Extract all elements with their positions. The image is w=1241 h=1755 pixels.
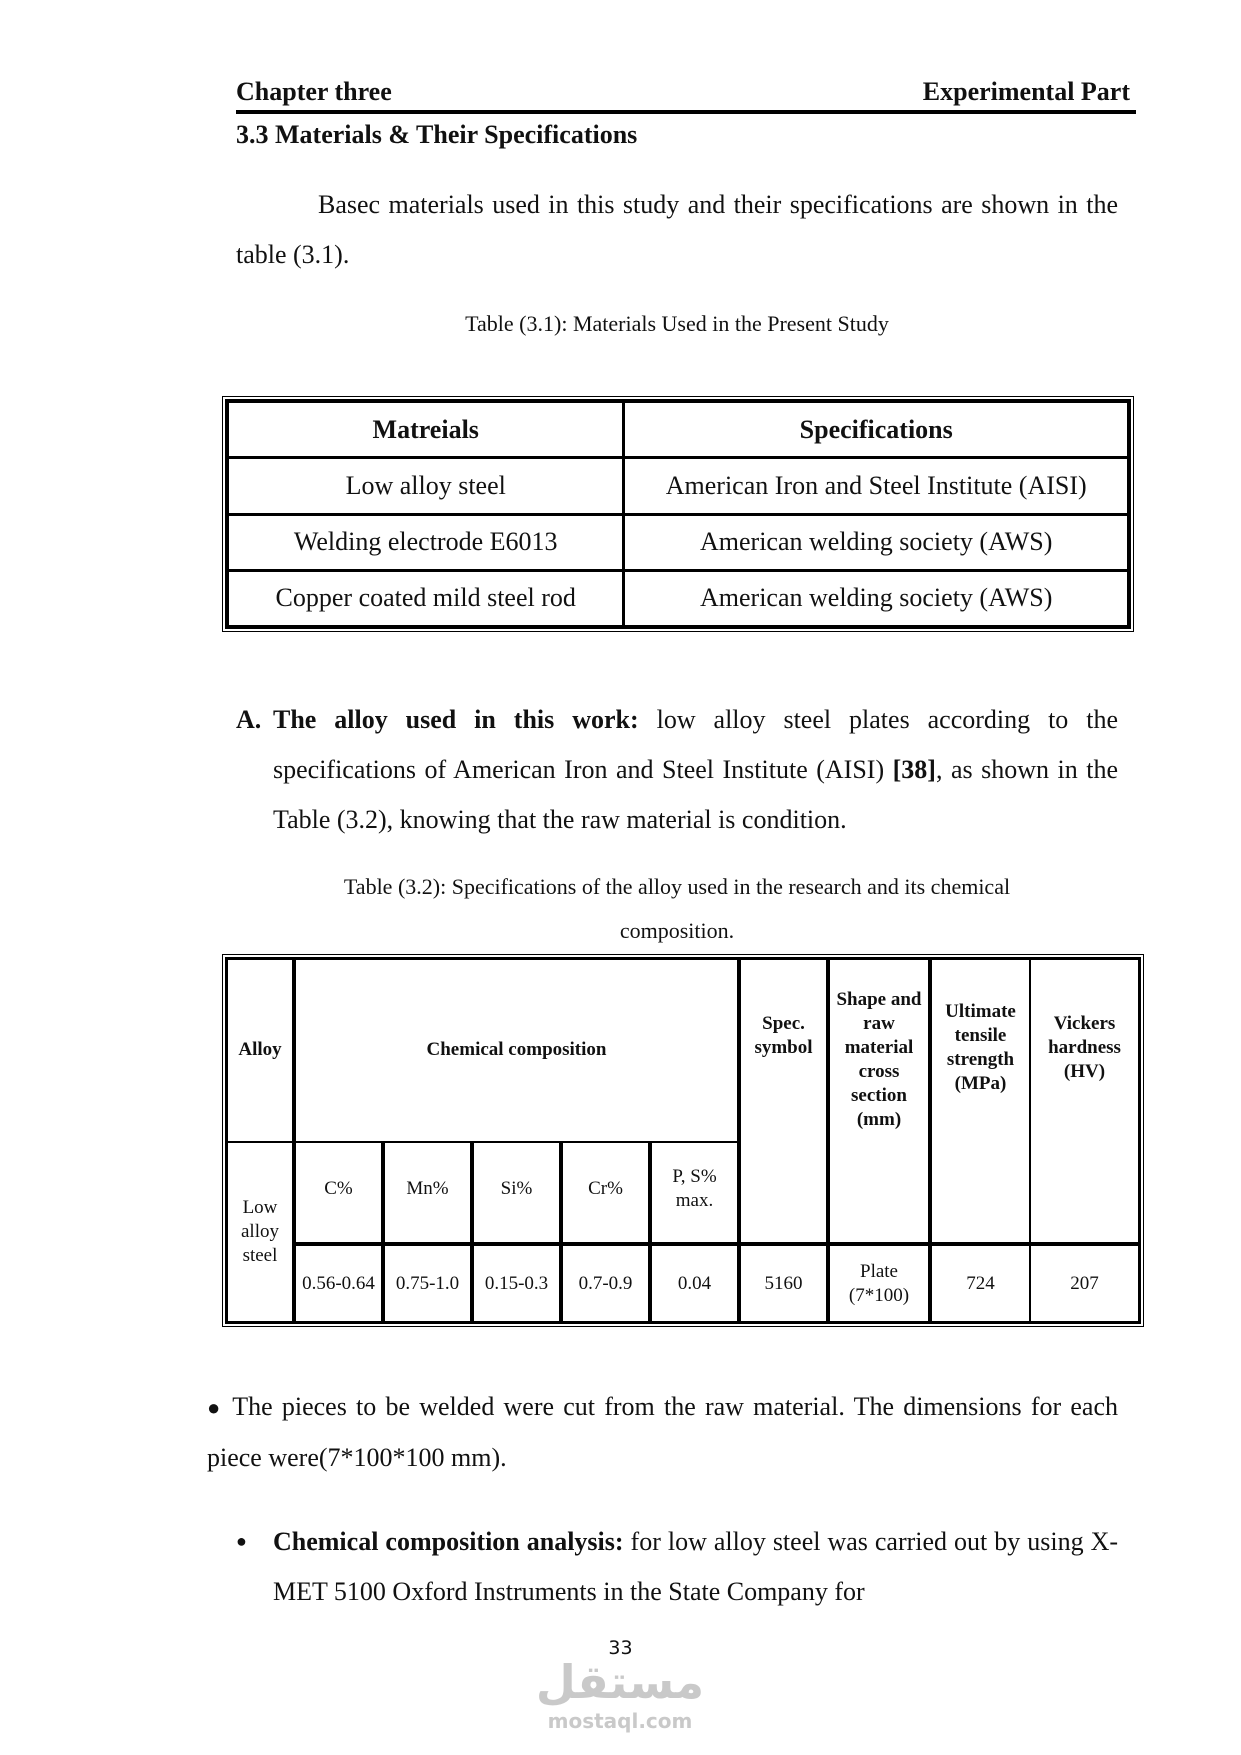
element-cell: P, S% max.: [650, 1142, 739, 1245]
element-cell: C%: [294, 1142, 383, 1245]
element-cell: Mn%: [383, 1142, 472, 1245]
table-cell: American welding society (AWS): [624, 570, 1129, 626]
element-cell: Cr%: [561, 1142, 650, 1245]
table-cell: Copper coated mild steel rod: [228, 570, 624, 626]
mostaql-watermark-logo: [520, 1655, 720, 1745]
part-title: Experimental Part: [922, 77, 1130, 106]
item-a-label: A.: [236, 705, 262, 734]
table-cell: Low alloy steel: [228, 458, 624, 514]
value-cell: 0.04: [650, 1244, 739, 1322]
hv-value-cell: 207: [1030, 1244, 1139, 1322]
table-header-row: [228, 402, 1129, 458]
item-a-bold: The alloy used in this work:: [273, 705, 639, 734]
item-a-text: low alloy steel plates according to the specifications of American Iron and Steel Institute (AISI): [273, 705, 1118, 784]
table-header-row: [227, 959, 1139, 1142]
table-row: [228, 458, 1129, 514]
header-alloy: Alloy: [227, 959, 294, 1142]
uts-value-cell: 724: [930, 1244, 1030, 1322]
value-cell: 0.15-0.3: [472, 1244, 561, 1322]
intro-paragraph: Basec materials used in this study and their specifications are shown in the table (3.1).: [236, 190, 1118, 269]
table-row: [228, 514, 1129, 570]
header-shape: Shape and raw material cross section (mm): [828, 959, 930, 1244]
spec-value-cell: 5160: [739, 1244, 828, 1322]
watermark-arabic: مستقل: [535, 1655, 705, 1709]
value-cell: 0.7-0.9: [561, 1244, 650, 1322]
header-uts: Ultimate tensile strength (MPa): [930, 959, 1030, 1244]
table-cell: Welding electrode E6013: [228, 514, 624, 570]
header-spec-symbol: Spec. symbol: [739, 959, 828, 1244]
materials-table: [222, 396, 1134, 632]
table2-caption-line1: Table (3.2): Specifications of the alloy used in the research and its chemical: [343, 874, 1011, 899]
bullet-icon: ●: [207, 1395, 224, 1420]
table1-caption: Table (3.1): Materials Used in the Present Study: [465, 311, 889, 336]
bullet-2-text: for low alloy steel was carried out by using X-MET 5100 Oxford Instruments in the State Company for: [273, 1527, 1118, 1606]
value-cell: 0.56-0.64: [294, 1244, 383, 1322]
bullet-icon: ●: [236, 1531, 247, 1551]
header-vickers: Vickers hardness (HV): [1030, 959, 1139, 1244]
table-row: [228, 570, 1129, 626]
header-chemical-composition: Chemical composition: [294, 959, 739, 1142]
bullet-1-text: The pieces to be welded were cut from the raw material. The dimensions for each piece were(7*100*100 mm).: [207, 1392, 1119, 1472]
table-header-cell: Matreials: [228, 402, 624, 458]
chapter-title: Chapter three: [236, 77, 392, 106]
table2-caption-line2: composition.: [619, 918, 735, 943]
item-a-text-2: , as shown in the Table (3.2), knowing that the raw material is condition.: [273, 755, 1118, 834]
table-cell: American welding society (AWS): [624, 514, 1129, 570]
shape-value-cell: Plate (7*100): [828, 1244, 930, 1322]
element-cell: Si%: [472, 1142, 561, 1245]
header-divider: [236, 110, 1136, 114]
table-row: [227, 1244, 1139, 1322]
value-cell: 0.75-1.0: [383, 1244, 472, 1322]
bullet-2-bold: Chemical composition analysis:: [273, 1527, 624, 1556]
section-title: 3.3 Materials & Their Specifications: [236, 120, 638, 149]
page-number: 33: [608, 1637, 633, 1659]
alloy-spec-table: [222, 954, 1144, 1327]
bullet-paragraph-1: [207, 1382, 1118, 1483]
table-header-cell: Specifications: [624, 402, 1129, 458]
item-a-ref: [38]: [892, 755, 936, 784]
item-a-paragraph: [273, 695, 1118, 845]
bullet-paragraph-2: [273, 1517, 1118, 1617]
table2-caption: [236, 865, 1118, 953]
alloy-name-cell: Low alloy steel: [227, 1142, 294, 1322]
table-cell: American Iron and Steel Institute (AISI): [624, 458, 1129, 514]
watermark-latin: mostaql.com: [547, 1709, 693, 1733]
